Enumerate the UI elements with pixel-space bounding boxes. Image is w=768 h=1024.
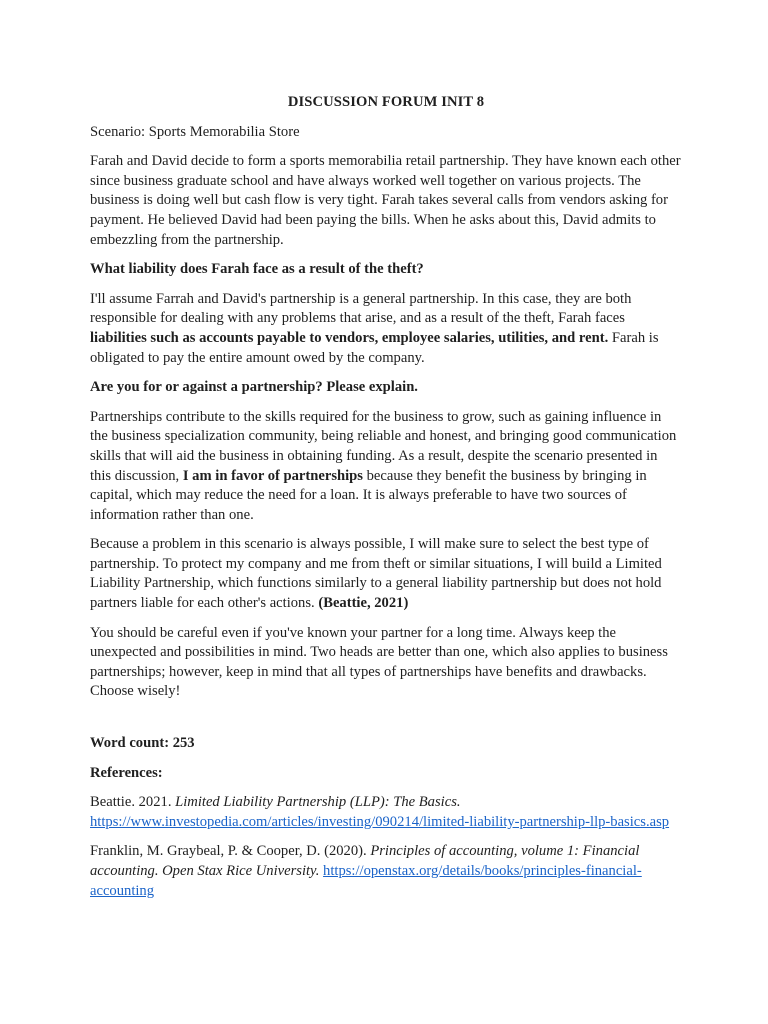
document-page: [90, 93, 682, 911]
intro-paragraph: Farah and David decide to form a sports memorabilia retail partnership. They have known each other since business graduate school and have always worked well together on various projects. The business is doing well but cash flow is very tight. Farah takes several calls from vendors asking for payment. He believed David had been paying the bills. When he asks about this, David admits to embezzling from the partnership.: [90, 153, 681, 248]
reference-author: Beattie. 2021.: [90, 794, 176, 811]
word-count: Word count: 253: [90, 735, 195, 752]
reference-item-beattie: [90, 793, 682, 832]
answer-2-paragraph: [90, 408, 682, 526]
answer-3-citation: (Beattie, 2021): [318, 595, 409, 612]
answer-3-paragraph: [90, 535, 682, 613]
question-2: Are you for or against a partnership? Please explain.: [90, 379, 418, 396]
reference-title: Limited Liability Partnership (LLP): The Basics.: [175, 794, 461, 811]
answer-1-text-start: I'll assume Farrah and David's partnership is a general partnership. In this case, they are both responsible for dealing with any problems that arise, and as a result of the theft, Farah faces: [90, 290, 632, 327]
reference-title: Principles of accounting, volume 1: Financial accounting. Open Stax Rice University.: [90, 843, 640, 879]
reference-link-openstax[interactable]: https://openstax.org/details/books/principles-financial-accounting: [90, 863, 642, 899]
question-1: What liability does Farah face as a result of the theft?: [90, 261, 424, 278]
answer-4-paragraph: You should be careful even if you've known your partner for a long time. Always keep the unexpected and possibilities in mind. Two heads are better than one, which also applies to business partnerships; however, keep in mind that all types of partnerships have benefits and drawbacks. Choose wisely!: [90, 624, 668, 700]
scenario-line: Scenario: Sports Memorabilia Store: [90, 123, 300, 140]
answer-2-bold-text: I am in favor of partnerships: [182, 467, 363, 484]
document-title: DISCUSSION FORUM INIT 8: [287, 94, 485, 110]
reference-link-investopedia[interactable]: https://www.investopedia.com/articles/investing/090214/limited-liability-partnership-llp-basics.asp: [90, 813, 670, 830]
reference-item-franklin: [90, 842, 682, 901]
answer-3-text: Because a problem in this scenario is always possible, I will make sure to select the best type of partnership. To protect my company and me from theft or similar situations, I will build a Limited Liability Partnership, which functions similarly to a general liability partnership but does not hold partners liable for each other's actions.: [90, 536, 662, 612]
references-heading: References:: [90, 764, 163, 781]
answer-2-text-end: because they benefit the business by bringing in capital, which may reduce the need for a loan. It is always preferable to have two sources of information rather than one.: [90, 467, 647, 523]
answer-1-text-end: Farah is obligated to pay the entire amount owed by the company.: [90, 329, 659, 366]
answer-2-text-start: Partnerships contribute to the skills required for the business to grow, such as gaining influence in the business specialization community, being reliable and honest, and bringing good communication skills that will aid the business in obtaining funding. As a result, despite the scenario presented in this discussion,: [90, 408, 677, 484]
reference-author: Franklin, M. Graybeal, P. & Cooper, D. (2020).: [90, 843, 371, 860]
blank-line: [90, 712, 682, 734]
answer-1-bold-text: liabilities such as accounts payable to vendors, employee salaries, utilities, and rent.: [90, 329, 609, 346]
answer-1-paragraph: [90, 290, 682, 368]
